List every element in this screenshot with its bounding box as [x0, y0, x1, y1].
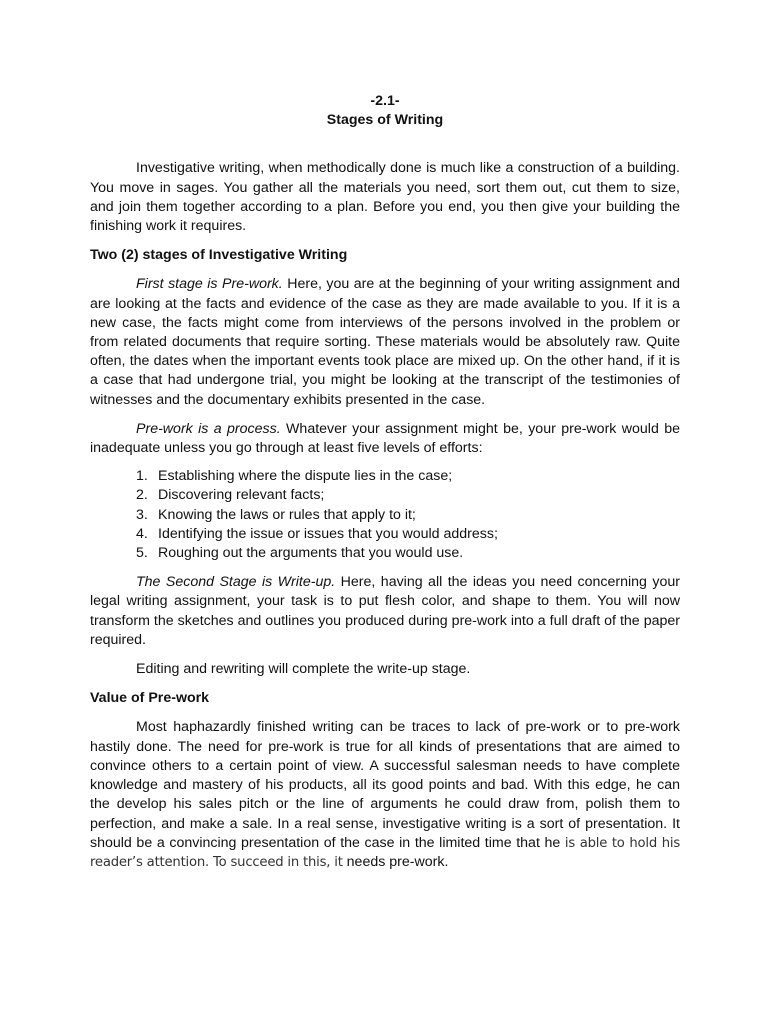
- section-heading-stages: Two (2) stages of Investigative Writing: [90, 247, 348, 264]
- second-stage-label: The Second Stage is Write-up.: [136, 574, 336, 591]
- value-tail-end: needs pre-work.: [342, 853, 449, 870]
- paragraph-second-stage: [90, 573, 680, 650]
- value-tail-ocr: is able to hold his reader’s attention. To succeed in this, it: [90, 835, 680, 870]
- list-item-number: 3.: [136, 506, 148, 523]
- list-item-text: Identifying the issue or issues that you would address;: [158, 525, 498, 542]
- list-item-text: Roughing out the arguments that you would use.: [158, 545, 464, 562]
- first-stage-text: Here, you are at the beginning of your writing assignment and are looking at the facts and evidence of the case as they are made available to you. If it is a new case, the facts might come from interviews of the persons involved in the problem or from related documents that require sorting. These materials would be absolutely raw. Quite often, the dates when the important events took place are mixed up. On the other hand, if it is a case that had undergone trial, you might be looking at the transcript of the testimonies of witnesses and the documentary exhibits presented in the case.: [90, 276, 680, 408]
- list-item-text: Discovering relevant facts;: [158, 487, 325, 504]
- value-text: Most haphazardly finished writing can be traces to lack of pre-work or to pre-work hastily done. The need for pre-work is true for all kinds of presentations that are aimed to convince others to a certain point of view. A successful salesman needs to have complete knowledge and mastery of his products, all its good points and bad. With this edge, he can the develop his sales pitch or the line of arguments he could draw from, polish them to perfection, and make a sale. In a real sense, investigative writing is a sort of presentation. It should be a convincing presentation of the case in the limited time that he: [90, 719, 680, 851]
- list-item: [136, 544, 680, 563]
- process-label: Pre-work is a process.: [136, 420, 281, 437]
- list-item: [136, 525, 680, 544]
- list-item-number: 5.: [136, 545, 148, 562]
- list-item: [136, 486, 680, 505]
- list-item-number: 1.: [136, 468, 148, 485]
- first-stage-label: First stage is Pre-work.: [136, 276, 283, 293]
- list-item-text: Knowing the laws or rules that apply to it;: [158, 506, 416, 523]
- paragraph-value: [90, 718, 680, 872]
- page-title: Stages of Writing: [326, 112, 444, 129]
- section-heading-value: Value of Pre-work: [90, 690, 210, 707]
- paragraph-process: [90, 420, 680, 458]
- list-item-text: Establishing where the dispute lies in the case;: [158, 468, 453, 485]
- paragraph-first-stage: [90, 275, 680, 409]
- second-stage-text: Here, having all the ideas you need concerning your legal writing assignment, your task is to put flesh color, and shape to them. You will now transform the sketches and outlines you produced during pre-work into a full draft of the paper required.: [90, 574, 680, 648]
- process-text: Whatever your assignment might be, your pre-work would be inadequate unless you go through at least five levels of efforts:: [90, 420, 680, 457]
- section-number: -2.1-: [370, 93, 400, 109]
- levels-list: [90, 467, 680, 563]
- intro-paragraph: Investigative writing, when methodically done is much like a construction of a building. You move in sages. You gather all the materials you need, sort them out, cut them to size, and join them together according to a plan. Before you end, you then give your building the finishing work it requires.: [90, 160, 680, 235]
- list-item: [136, 506, 680, 525]
- paragraph-editing: Editing and rewriting will complete the write-up stage.: [136, 661, 471, 678]
- list-item-number: 2.: [136, 487, 148, 504]
- list-item: [136, 467, 680, 486]
- list-item-number: 4.: [136, 525, 148, 542]
